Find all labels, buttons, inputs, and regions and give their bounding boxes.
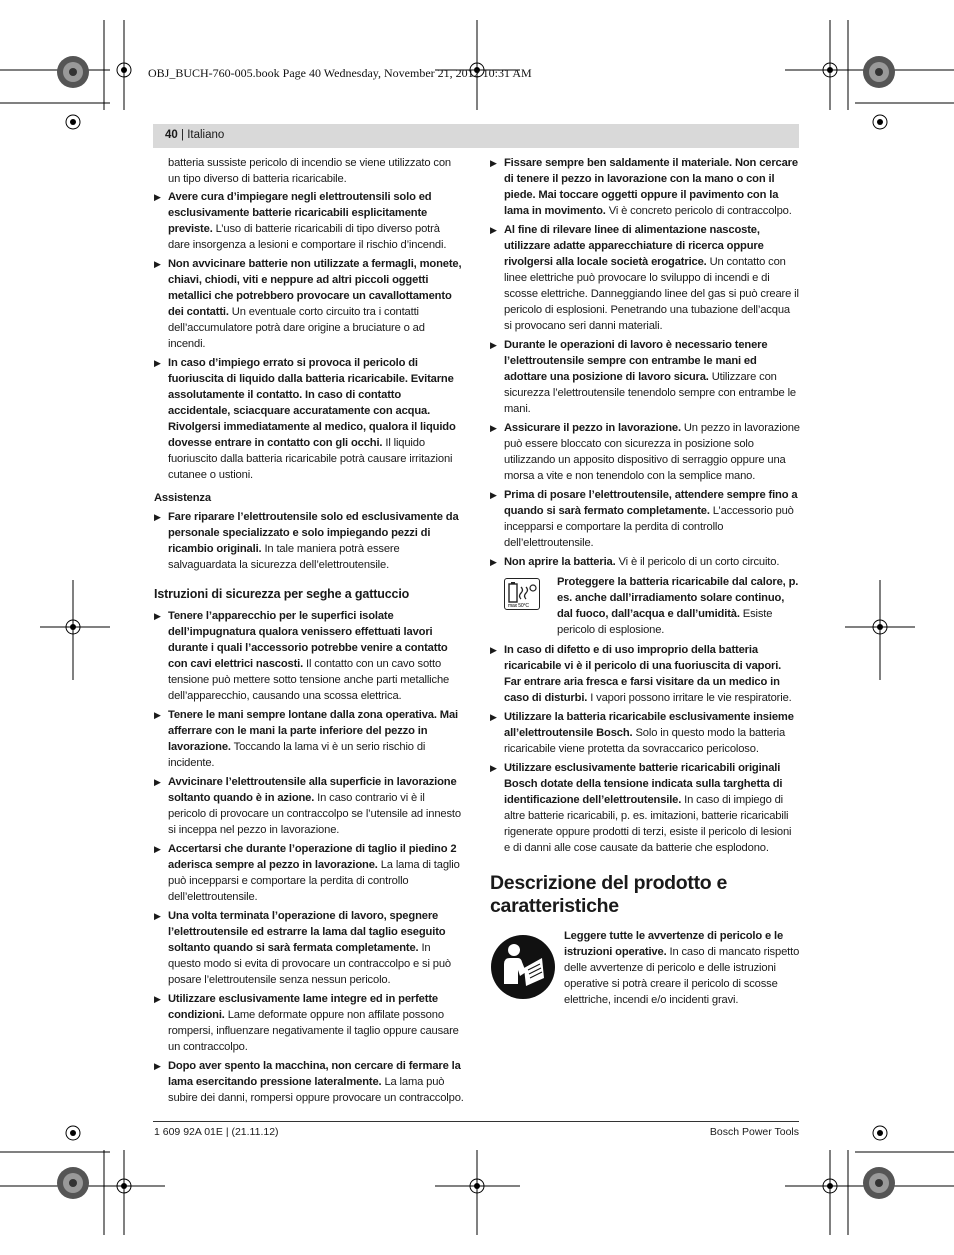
bullet-arrow-icon: ▶ [154, 611, 161, 621]
work-safety-list [490, 155, 800, 570]
item-bold-text: Utilizzare esclusivamente batterie ricaricabili originali Bosch dotate della tensione indicata sulla targhetta di identificazione dell’elettroutensile. [504, 762, 783, 806]
list-item [490, 337, 800, 417]
item-text: Lame deformate oppure non affilate possono rompersi, influenzare negativamente il taglio oppure causare un contraccolpo. [168, 1009, 459, 1053]
list-item [154, 991, 464, 1055]
battery-safety-list [154, 189, 464, 483]
bullet-arrow-icon: ▶ [490, 712, 497, 722]
bullet-arrow-icon: ▶ [154, 512, 161, 522]
list-item [154, 608, 464, 704]
item-bold-text: Assicurare il pezzo in lavorazione. [504, 422, 681, 434]
left-column [154, 155, 464, 1109]
item-bold-text: In caso di difetto e di uso improprio della batteria ricaricabile vi è il pericolo di una fuoriuscita di vapori. Far entrare aria fresca e farsi visitare da un medico in caso di disturbi. [504, 644, 782, 704]
list-item [154, 189, 464, 253]
battery-heat-icon [504, 578, 540, 610]
item-bold-text: Dopo aver spento la macchina, non cercare di fermare la lama esercitando pressione lateralmente. [168, 1060, 461, 1088]
item-text: Un pezzo in lavorazione può essere bloccato con sicurezza in posizione solo utilizzando un apposito dispositivo di serraggio oppure una morsa a vite e non tenendolo con la semplice mano. [504, 422, 800, 482]
list-item [154, 355, 464, 483]
heat-warning-text: Esiste pericolo di esplosione. [557, 608, 773, 636]
item-text: L’accessorio può incepparsi e comportare la perdita di controllo dell’elettroutensile. [504, 505, 794, 549]
item-text: L’uso di batterie ricaricabili di tipo diverso potrà dare insorgenza a lesioni e comportare il rischio d’incendi. [168, 223, 447, 251]
item-text: La lama di taglio può incepparsi e comportare la perdita di controllo dell’elettroutensile. [168, 859, 460, 903]
list-item [154, 707, 464, 771]
list-item [490, 554, 800, 570]
list-item [490, 155, 800, 219]
list-item [490, 420, 800, 484]
item-bold-text: Fissare sempre ben saldamente il materiale. Non cercare di tenere il pezzo in lavorazione con la mano o con il piede. Mai toccare oggetti oppure il pavimento con la lama in movimento. [504, 157, 798, 217]
item-bold-text: Fare riparare l’elettroutensile solo ed esclusivamente da personale specializzato e solo impiegando pezzi di ricambio originali. [168, 511, 459, 555]
bullet-arrow-icon: ▶ [154, 358, 161, 368]
bullet-arrow-icon: ▶ [490, 645, 497, 655]
item-text: Un contatto con linee elettriche può provocare lo sviluppo di incendi e di scosse elettriche. Danneggiando linee del gas si può creare il pericolo di esplosioni. Penetrando una tubazione dell’acqua si provocano seri danni materiali. [504, 256, 799, 332]
saw-safety-heading: Istruzioni di sicurezza per seghe a gattuccio [154, 587, 410, 601]
list-item [154, 1058, 464, 1106]
item-text: In tale maniera potrà essere salvaguardata la sicurezza dell’elettroutensile. [168, 543, 400, 571]
assistance-list [154, 509, 464, 573]
intro-paragraph: batteria sussiste pericolo di incendio se viene utilizzato con un tipo diverso di batteria ricaricabile. [168, 157, 451, 185]
bullet-arrow-icon: ▶ [154, 911, 161, 921]
item-text: Vi è il pericolo di un corto circuito. [615, 556, 780, 568]
item-bold-text: Durante le operazioni di lavoro è necessario tenere l’elettroutensile sempre con entrambe le mani ed adottare una posizione di lavoro sicura. [504, 339, 768, 383]
bullet-arrow-icon: ▶ [490, 490, 497, 500]
item-bold-text: Avvicinare l’elettroutensile alla superficie in lavorazione soltanto quando è in azione. [168, 776, 457, 804]
warning-bold: Leggere tutte le avvertenze di pericolo e le istruzioni operative. [564, 930, 784, 958]
bullet-arrow-icon: ▶ [154, 192, 161, 202]
assistance-heading: Assistenza [154, 492, 211, 504]
right-column [490, 155, 800, 1018]
item-bold-text: Una volta terminata l’operazione di lavoro, spegnere l’elettroutensile ed estrarre la lama dal taglio eseguito soltanto quando si sarà fermata completamente. [168, 910, 446, 954]
item-bold-text: Non aprire la batteria. [504, 556, 616, 568]
read-instructions-warning [490, 928, 800, 1018]
bullet-arrow-icon: ▶ [490, 763, 497, 773]
item-text: La lama può subire dei danni, rompersi oppure provocare un contraccolpo. [168, 1076, 464, 1104]
list-item [154, 509, 464, 573]
list-item [154, 841, 464, 905]
item-bold-text: Tenere l’apparecchio per le superfici isolate dell’impugnatura qualora venissero effettuati lavori durante i quali l’accessorio potrebbe venire a contatto con cavi elettrici nascosti. [168, 610, 448, 670]
battery-use-list [490, 642, 800, 856]
item-text: Toccando la lama vi è un serio rischio di incidente. [168, 741, 426, 769]
item-text: Vi è concreto pericolo di contraccolpo. [605, 205, 792, 217]
page-header-text [165, 129, 224, 141]
item-bold-text: Utilizzare la batteria ricaricabile esclusivamente insieme all’elettroutensile Bosch. [504, 711, 794, 739]
page-number: 40 [165, 129, 178, 141]
heat-warning-bold: Proteggere la batteria ricaricabile dal calore, p. es. anche dall’irradiamento solare continuo, dal fuoco, dall’acqua e dall’umidità. [557, 576, 799, 620]
list-item [490, 760, 800, 856]
item-bold-text: In caso d’impiego errato si provoca il pericolo di fuoriuscita di liquido dalla batteria ricaricabile. Evitarne assolutamente il contatto. In caso di contatto accidentale, sciacquare accuratamente con acqua. Rivolgersi immediatamente al medico, qualora il liquido dovesse entrare in contatto con gli occhi. [168, 357, 456, 449]
item-text: Il contatto con un cavo sotto tensione può mettere sotto tensione anche parti metalliche dell’apparecchio, causando una scossa elettrica. [168, 658, 450, 702]
item-text: In questo modo si evita di provocare un contraccolpo e si può posare l’elettroutensile senza nessun pericolo. [168, 942, 451, 986]
item-bold-text: Avere cura d’impiegare negli elettroutensili solo ed esclusivamente batterie ricaricabili esplicitamente previste. [168, 191, 432, 235]
saw-safety-list [154, 608, 464, 1106]
item-bold-text: Tenere le mani sempre lontane dalla zona operativa. Mai afferrare con le mani la parte inferiore del pezzo in lavorazione. [168, 709, 458, 753]
list-item [490, 709, 800, 757]
footer-doc-number: 1 609 92A 01E | (21.11.12) [154, 1126, 279, 1138]
header-separator: | [177, 129, 188, 141]
list-item [490, 642, 800, 706]
list-item [154, 256, 464, 352]
footer-brand: Bosch Power Tools [709, 1126, 799, 1138]
footer-rule [153, 1121, 799, 1122]
bullet-arrow-icon: ▶ [154, 777, 161, 787]
icon-caption: max 50°C [508, 603, 529, 609]
item-bold-text: Non avvicinare batterie non utilizzate a fermagli, monete, chiavi, chiodi, viti e neppure ad altri piccoli oggetti metallici che potrebbero provocare un cavallottamento dei contatti. [168, 258, 462, 318]
item-text: Solo in questo modo la batteria ricaricabile viene protetta da sovraccarico pericoloso. [504, 727, 786, 755]
item-text: Un eventuale corto circuito tra i contatti dell’accumulatore potrà dare origine a bruciature o ad incendi. [168, 306, 425, 350]
item-text: In caso di impiego di altre batterie ricaricabili, p. es. imitazioni, batterie ricaricabili rigenerate oppure prodotti di terzi, esiste il pericolo di lesioni e di danni alle cose causate da batterie che esplodono. [504, 794, 792, 854]
warning-text: In caso di mancato rispetto delle avvertenze di pericolo e delle istruzioni operative si potrà creare il pericolo di scosse elettriche, incendi e/o incidenti gravi. [564, 946, 800, 1006]
print-slug: OBJ_BUCH-760-005.book Page 40 Wednesday, November 21, 2012 10:31 AM [148, 66, 532, 80]
list-item [490, 487, 800, 551]
bullet-arrow-icon: ▶ [490, 225, 497, 235]
item-text: Il liquido fuoriuscito dalla batteria ricaricabile potrà causare irritazioni cutanee o ustioni. [168, 437, 453, 481]
item-text: In caso contrario vi è il pericolo di provocare un contraccolpo se l’utensile ad innesto si inceppa nel pezzo in lavorazione. [168, 792, 461, 836]
heat-warning-note [504, 574, 800, 638]
list-item [154, 774, 464, 838]
item-text: Utilizzare con sicurezza l’elettroutensile tenendolo sempre con entrambe le mani. [504, 371, 796, 415]
list-item [154, 908, 464, 988]
bullet-arrow-icon: ▶ [154, 994, 161, 1004]
bullet-arrow-icon: ▶ [490, 557, 497, 567]
bullet-arrow-icon: ▶ [490, 340, 497, 350]
bullet-arrow-icon: ▶ [490, 158, 497, 168]
item-bold-text: Prima di posare l’elettroutensile, attendere sempre fino a quando si sarà fermato completamente. [504, 489, 798, 517]
section-title: Descrizione del prodotto e caratteristiche [490, 872, 728, 917]
header-language: Italiano [187, 129, 225, 141]
bullet-arrow-icon: ▶ [154, 259, 161, 269]
bullet-arrow-icon: ▶ [154, 710, 161, 720]
item-bold-text: Accertarsi che durante l’operazione di taglio il piedino 2 aderisca sempre al pezzo in lavorazione. [168, 843, 457, 871]
bullet-arrow-icon: ▶ [154, 1061, 161, 1071]
item-bold-text: Utilizzare esclusivamente lame integre ed in perfette condizioni. [168, 993, 438, 1021]
item-text: I vapori possono irritare le vie respiratorie. [587, 692, 792, 704]
bullet-arrow-icon: ▶ [490, 423, 497, 433]
page-header [153, 124, 799, 148]
read-manual-icon [490, 934, 556, 1000]
list-item [490, 222, 800, 334]
bullet-arrow-icon: ▶ [154, 844, 161, 854]
item-bold-text: Al fine di rilevare linee di alimentazione nascoste, utilizzare adatte apparecchiature di ricerca oppure rivolgersi alla locale società erogatrice. [504, 224, 764, 268]
